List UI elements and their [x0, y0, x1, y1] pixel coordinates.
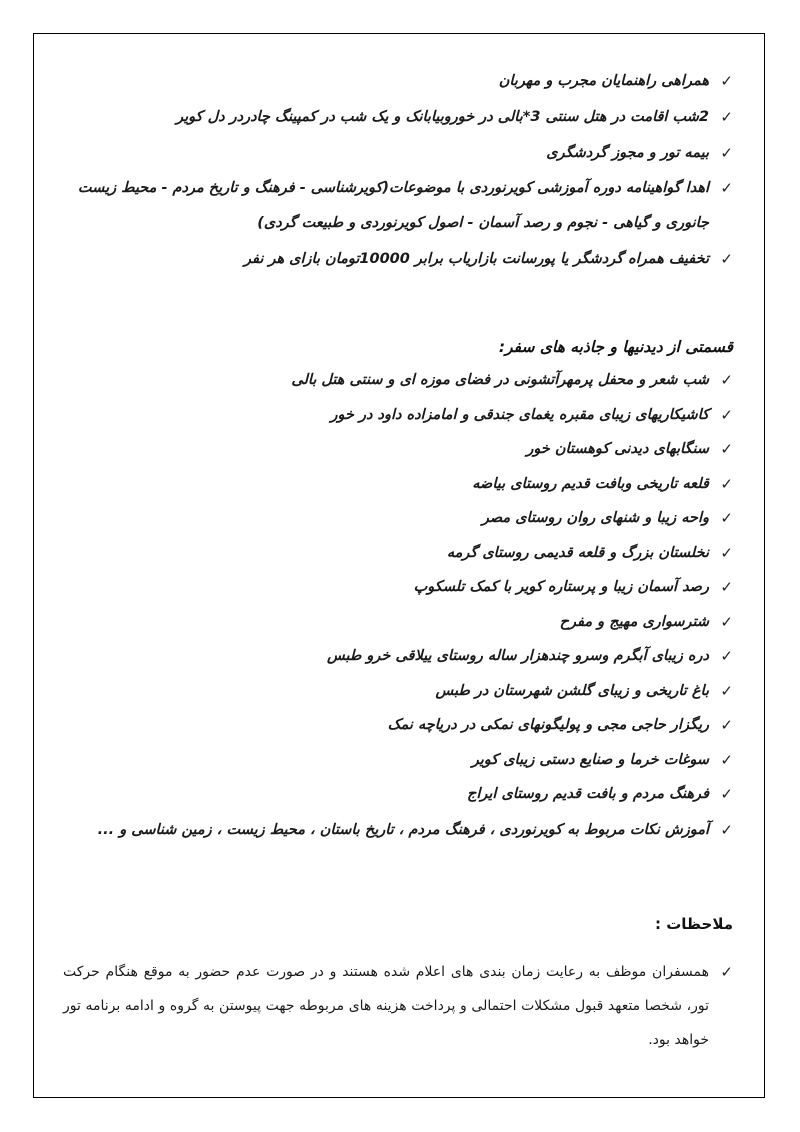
list-item [33, 171, 765, 241]
list-item-text: همراهی راهنمایان مجرب و مهربان [498, 73, 709, 89]
list-item [33, 674, 765, 709]
list-item-text: نخلستان بزرگ و قلعه قدیمی روستای گرمه [446, 544, 709, 561]
list-item-text: باغ تاریخی و زیبای گلشن شهرستان در طبس [435, 682, 709, 699]
list-item [33, 363, 765, 398]
list-item-text: دره زیبای آبگرم وسرو چندهزار ساله روستای ییلاقی خرو طبس [326, 648, 709, 664]
list-item [33, 398, 765, 433]
list-item [33, 639, 765, 674]
list-item [33, 501, 765, 536]
notes-list [33, 955, 765, 1057]
attractions-list [33, 363, 765, 848]
list-item [33, 241, 765, 277]
attractions-heading: قسمتی از دیدنیها و جاذبه های سفر: [498, 338, 733, 356]
check-icon: ✓ [720, 250, 733, 268]
list-item [33, 135, 765, 171]
check-icon: ✓ [720, 681, 733, 700]
list-item-text: تخفیف همراه گردشگر یا پورسانت بازاریاب برابر 10000تومان بازای هر نفر [244, 251, 709, 267]
list-item [33, 570, 765, 605]
list-item [33, 536, 765, 571]
list-item-text: 2شب اقامت در هتل سنتی 3*بالی در خوروبیابانک و یک شب در کمپینگ چادردر دل کویر [176, 109, 709, 125]
list-item [33, 708, 765, 743]
check-icon: ✓ [720, 371, 733, 389]
check-icon: ✓ [720, 820, 733, 839]
check-icon: ✓ [720, 405, 733, 424]
check-icon: ✓ [720, 543, 733, 562]
list-item [33, 99, 765, 135]
list-item-text: شترسواری مهیج و مفرح [559, 613, 709, 630]
services-list [33, 63, 765, 277]
list-item-text: اهدا گواهینامه دوره آموزشی کویرنوردی با موضوعات(کویرشناسی - فرهنگ و تاریخ مردم - محیط زیست جانوری و گیاهی - نجوم و رصد آسمان - اصول کویرنوردی و طبیعت گردی) [77, 180, 709, 231]
check-icon: ✓ [720, 750, 733, 769]
list-item-text: سوغات خرما و صنایع دستی زیبای کویر [471, 751, 709, 768]
check-icon: ✓ [720, 108, 733, 126]
check-icon: ✓ [720, 144, 733, 162]
list-item-text: سنگابهای دیدنی کوهستان خور [526, 441, 709, 457]
check-icon: ✓ [720, 72, 733, 90]
list-item-text: بیمه تور و مجوز گردشگری [546, 145, 709, 161]
list-item [33, 777, 765, 812]
list-item [33, 743, 765, 778]
list-item [33, 955, 765, 1057]
list-item-text: واحه زیبا و شنهای روان روستای مصر [481, 510, 709, 526]
list-item [33, 467, 765, 502]
list-item [33, 63, 765, 99]
list-item [33, 812, 765, 848]
check-icon: ✓ [720, 440, 733, 458]
check-icon: ✓ [720, 179, 733, 197]
list-item-text: قلعه تاریخی وبافت قدیم روستای بیاضه [472, 475, 709, 492]
list-item-text: فرهنگ مردم و بافت قدیم روستای ایراج [466, 786, 709, 802]
list-item-text: کاشیکاریهای زیبای مقبره یغمای جندقی و امامزاده داود در خور [330, 406, 709, 423]
list-item [33, 432, 765, 467]
list-item-text: آموزش نکات مربوط به کویرنوردی ، فرهنگ مردم ، تاریخ باستان ، محیط زیست ، زمین شناسی و ... [97, 821, 709, 838]
list-item-text: شب شعر و محفل پرمهرآتشونی در فضای موزه ای و سنتی هتل بالی [291, 372, 709, 388]
notes-heading: ملاحظات : [654, 915, 733, 933]
check-icon: ✓ [720, 509, 733, 527]
check-icon: ✓ [720, 612, 733, 631]
check-icon: ✓ [720, 963, 733, 981]
check-icon: ✓ [720, 474, 733, 493]
check-icon: ✓ [720, 785, 733, 803]
list-item-text: همسفران موظف به رعایت زمان بندی های اعلام شده هستند و در صورت عدم حضور به موقع هنگام حرکت تور، شخصا متعهد قبول مشکلات احتمالی و پرداخت هزینه های مربوطه جهت پیوستن به گروه و ادامه برنامه تور خواهد بود. [63, 964, 709, 1048]
check-icon: ✓ [720, 578, 733, 596]
list-item [33, 605, 765, 640]
check-icon: ✓ [720, 716, 733, 734]
list-item-text: ریگزار حاجی مجی و پولیگونهای نمکی در دریاچه نمک [387, 717, 709, 733]
list-item-text: رصد آسمان زیبا و پرستاره کویر با کمک تلسکوپ [413, 579, 709, 595]
check-icon: ✓ [720, 647, 733, 665]
